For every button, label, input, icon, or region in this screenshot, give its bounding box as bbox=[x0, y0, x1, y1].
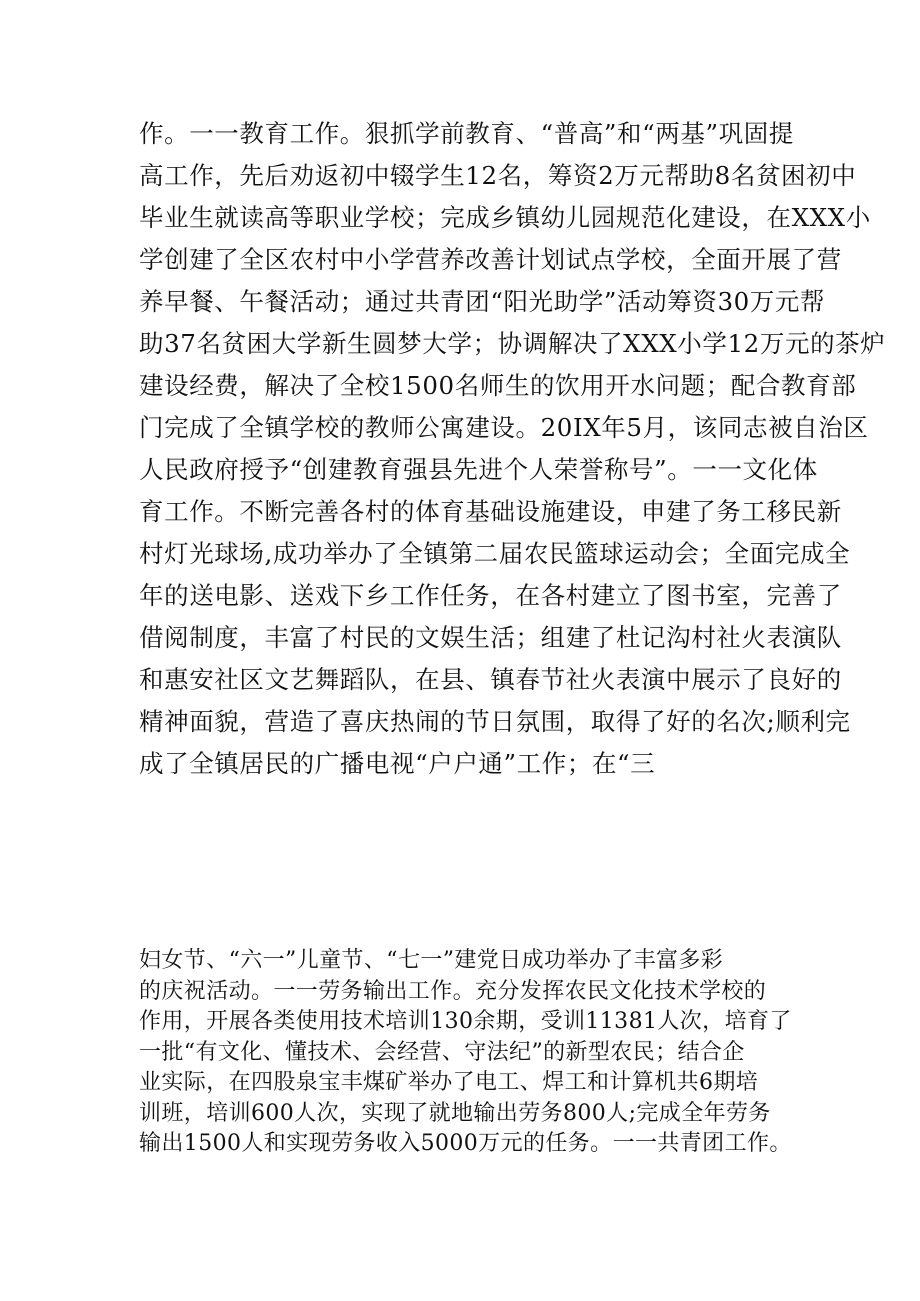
text-line: 妇女节、“六一”儿童节、“七一”建党日成功举办了丰富多彩 bbox=[139, 948, 724, 973]
text-line: 建设经费，解决了全校1500名师生的饮用开水问题；配合教育部 bbox=[139, 371, 857, 400]
text-line: 养早餐、午餐活动；通过共青团“阳光助学”活动筹资30万元帮 bbox=[139, 287, 826, 316]
text-line: 作用，开展各类使用技术培训130余期，受训11381人次，培育了 bbox=[139, 1009, 792, 1034]
text-line: 人民政府授予“创建教育强县先进个人荣誉称号”。一一文化体 bbox=[139, 455, 818, 484]
text-line: 学创建了全区农村中小学营养改善计划试点学校，全面开展了营 bbox=[139, 245, 842, 274]
text-line: 门完成了全镇学校的教师公寓建设。20IX年5月，该同志被自治区 bbox=[139, 413, 869, 442]
text-line: 输出1500人和实现劳务收入5000万元的任务。一一共青团工作。 bbox=[139, 1131, 792, 1156]
text-line: 业实际，在四股泉宝丰煤矿举办了电工、焊工和计算机共6期培 bbox=[139, 1070, 759, 1095]
text-line: 育工作。不断完善各村的体育基础设施建设，申建了务工移民新 bbox=[139, 497, 842, 526]
text-line: 的庆祝活动。一一劳务输出工作。充分发挥农民文化技术学校的 bbox=[139, 978, 767, 1004]
text-line: 和惠安社区文艺舞蹈队，在县、镇春节社火表演中展示了良好的 bbox=[139, 665, 842, 694]
text-line: 一批“有文化、懂技术、会经营、守法纪”的新型农民；结合企 bbox=[139, 1039, 745, 1065]
text-line: 训班，培训600人次，实现了就地输出劳务800人;完成全年劳务 bbox=[139, 1100, 771, 1126]
text-line: 助37名贫困大学新生圆梦大学；协调解决了XXX小学12万元的茶炉 bbox=[139, 329, 886, 358]
text-line: 村灯光球场,成功举办了全镇第二届农民篮球运动会；全面完成全 bbox=[139, 539, 851, 568]
text-line: 精神面貌，营造了喜庆热闹的节日氛围，取得了好的名次;顺利完 bbox=[139, 707, 851, 736]
text-line: 借阅制度，丰富了村民的文娱生活；组建了杜记沟村社火表演队 bbox=[139, 623, 842, 652]
text-line: 作。一一教育工作。狠抓学前教育、“普高”和“两基”巩固提 bbox=[139, 119, 794, 148]
paragraph-education-culture bbox=[139, 113, 886, 785]
text-line: 毕业生就读高等职业学校；完成乡镇幼儿园规范化建设，在XXX小 bbox=[139, 203, 871, 232]
text-line: 成了全镇居民的广播电视“户户通”工作；在“三 bbox=[139, 749, 656, 778]
paragraph-labor-export bbox=[139, 946, 799, 1160]
text-line: 高工作，先后劝返初中辍学生12名，筹资2万元帮助8名贫困初中 bbox=[139, 161, 857, 190]
text-line: 年的送电影、送戏下乡工作任务，在各村建立了图书室，完善了 bbox=[139, 581, 842, 610]
